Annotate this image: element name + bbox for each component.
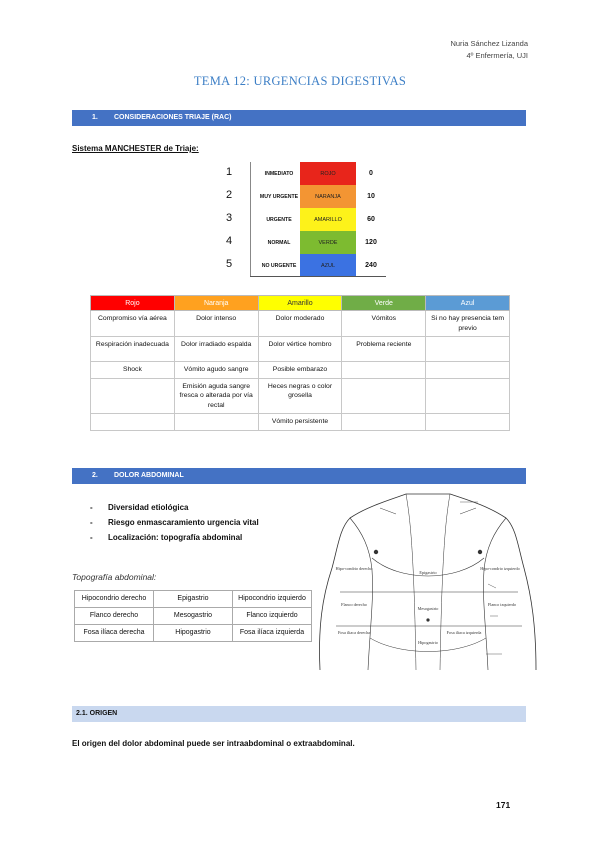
triage-level-label: URGENTE bbox=[266, 216, 292, 223]
table-cell: Heces negras o color grosella bbox=[258, 378, 342, 414]
triage-color-swatch: AZUL bbox=[300, 254, 356, 277]
table-cell bbox=[342, 362, 426, 379]
triage-time: 0 bbox=[369, 170, 373, 177]
triage-level-number: 1 bbox=[225, 166, 233, 178]
table-cell: Vómito agudo sangre bbox=[174, 362, 258, 379]
table-cell: Hipocondrio izquierdo bbox=[233, 591, 312, 608]
table-cell bbox=[426, 414, 510, 431]
triage-rule bbox=[250, 276, 386, 277]
symptom-table bbox=[90, 295, 510, 431]
subsection-header-origen: 2.1. ORIGEN bbox=[72, 706, 526, 722]
list-item: - Riesgo enmascaramiento urgencia vital bbox=[88, 515, 259, 530]
triage-color-swatch: NARANJA bbox=[300, 185, 356, 208]
abdomen-regions-illustration bbox=[310, 488, 548, 670]
topografia-label: Topografía abdominal: bbox=[72, 572, 157, 582]
table-cell: Vómitos bbox=[342, 311, 426, 337]
table-cell: Mesogastrio bbox=[154, 608, 233, 625]
fig-label-fosa-izquierda: Fosa iliaca izquierda bbox=[446, 630, 482, 635]
table-cell: Compromiso vía aérea bbox=[91, 311, 175, 337]
symptom-header-cell: Rojo bbox=[91, 296, 175, 311]
triage-level-number: 5 bbox=[225, 258, 233, 270]
symptom-header-cell: Verde bbox=[342, 296, 426, 311]
fig-label-hipogastrio: Hipogastrio bbox=[418, 640, 438, 645]
table-cell bbox=[426, 362, 510, 379]
page-number: 171 bbox=[496, 800, 511, 810]
fig-label-hipocondrio-derecho: Hipo-condrio derecho bbox=[335, 566, 373, 571]
triage-color-swatch: ROJO bbox=[300, 162, 356, 185]
table-cell: Fosa ilíaca derecha bbox=[75, 625, 154, 642]
symptom-table-header bbox=[91, 296, 510, 311]
triage-time: 120 bbox=[365, 239, 377, 246]
table-row bbox=[75, 625, 312, 642]
symptom-header-cell: Amarillo bbox=[258, 296, 342, 311]
table-cell bbox=[91, 378, 175, 414]
topografia-table bbox=[74, 590, 312, 642]
fig-label-flanco-derecho: Flanco derecho bbox=[341, 602, 367, 607]
table-row bbox=[91, 414, 510, 431]
section-header-dolor bbox=[72, 468, 526, 484]
triage-level-row bbox=[214, 185, 386, 208]
table-cell bbox=[174, 414, 258, 431]
table-cell: Shock bbox=[91, 362, 175, 379]
triage-level-label: MUY URGENTE bbox=[259, 193, 299, 200]
triage-level-number: 3 bbox=[225, 212, 233, 224]
table-cell: Fosa ilíaca izquierda bbox=[233, 625, 312, 642]
section-number: 2. bbox=[92, 472, 98, 479]
triage-level-row bbox=[214, 254, 386, 277]
table-cell: Epigastrio bbox=[154, 591, 233, 608]
table-cell bbox=[91, 414, 175, 431]
table-row bbox=[91, 362, 510, 379]
table-row bbox=[91, 378, 510, 414]
triage-level-label: INMEDIATO bbox=[264, 170, 294, 177]
triage-time: 10 bbox=[367, 193, 375, 200]
symptom-header-cell: Naranja bbox=[174, 296, 258, 311]
origen-paragraph: El origen del dolor abdominal puede ser intraabdominal o extraabdominal. bbox=[72, 739, 355, 748]
triage-level-row bbox=[214, 231, 386, 254]
fig-label-flanco-izquierdo: Flanco izquierdo bbox=[487, 602, 517, 607]
table-cell: Dolor vértice hombro bbox=[258, 337, 342, 362]
table-cell: Problema reciente bbox=[342, 337, 426, 362]
table-row bbox=[75, 608, 312, 625]
table-row bbox=[91, 311, 510, 337]
triage-level-row bbox=[214, 162, 386, 185]
fig-label-hipocondrio-izquierdo: Hipo-condrio izquierdo bbox=[480, 566, 520, 571]
triage-level-label: NORMAL bbox=[267, 239, 291, 246]
header-author bbox=[450, 38, 528, 62]
section-label: CONSIDERACIONES TRIAJE (RAC) bbox=[114, 114, 232, 121]
author-course: 4º Enfermería, UJI bbox=[466, 51, 528, 60]
list-item: - Localización: topografía abdominal bbox=[88, 530, 259, 545]
section-header-triaje bbox=[72, 110, 526, 126]
manchester-scale bbox=[214, 162, 386, 278]
triage-level-row bbox=[214, 208, 386, 231]
table-cell: Flanco izquierdo bbox=[233, 608, 312, 625]
bullet-list bbox=[88, 500, 259, 545]
table-cell bbox=[342, 414, 426, 431]
triage-time: 240 bbox=[365, 262, 377, 269]
fig-label-epigastrio: Epigastrio bbox=[419, 570, 437, 575]
triage-color-swatch: AMARILLO bbox=[300, 208, 356, 231]
table-cell: Vómito persistente bbox=[258, 414, 342, 431]
table-row bbox=[75, 591, 312, 608]
table-cell: Hipocondrio derecho bbox=[75, 591, 154, 608]
table-cell: Hipogastrio bbox=[154, 625, 233, 642]
page-title: TEMA 12: URGENCIAS DIGESTIVAS bbox=[193, 74, 407, 88]
table-cell: Emisión aguda sangre fresca o alterada por vía rectal bbox=[174, 378, 258, 414]
table-cell bbox=[426, 378, 510, 414]
table-cell: Dolor moderado bbox=[258, 311, 342, 337]
table-cell: Respiración inadecuada bbox=[91, 337, 175, 362]
table-cell: Flanco derecho bbox=[75, 608, 154, 625]
triage-level-number: 4 bbox=[225, 235, 233, 247]
section-number: 1. bbox=[92, 114, 98, 121]
symptom-header-cell: Azul bbox=[426, 296, 510, 311]
table-cell bbox=[426, 337, 510, 362]
triage-time: 60 bbox=[367, 216, 375, 223]
triage-level-label: NO URGENTE bbox=[261, 262, 297, 269]
triage-divider bbox=[250, 162, 251, 277]
author-name: Nuria Sánchez Lizanda bbox=[450, 39, 528, 48]
manchester-heading: Sistema MANCHESTER de Triaje: bbox=[72, 144, 199, 153]
fig-label-mesogastrio: Mesogastrio bbox=[417, 606, 439, 611]
triage-color-swatch: VERDE bbox=[300, 231, 356, 254]
table-cell: Posible embarazo bbox=[258, 362, 342, 379]
table-cell bbox=[342, 378, 426, 414]
fig-label-fosa-derecha: Fosa iliaca derecha bbox=[337, 630, 371, 635]
table-cell: Dolor intenso bbox=[174, 311, 258, 337]
triage-level-number: 2 bbox=[225, 189, 233, 201]
section-label: DOLOR ABDOMINAL bbox=[114, 472, 184, 479]
table-cell: Si no hay presencia tem previo bbox=[426, 311, 510, 337]
list-item: - Diversidad etiológica bbox=[88, 500, 259, 515]
table-row bbox=[91, 337, 510, 362]
table-cell: Dolor irradiado espalda bbox=[174, 337, 258, 362]
